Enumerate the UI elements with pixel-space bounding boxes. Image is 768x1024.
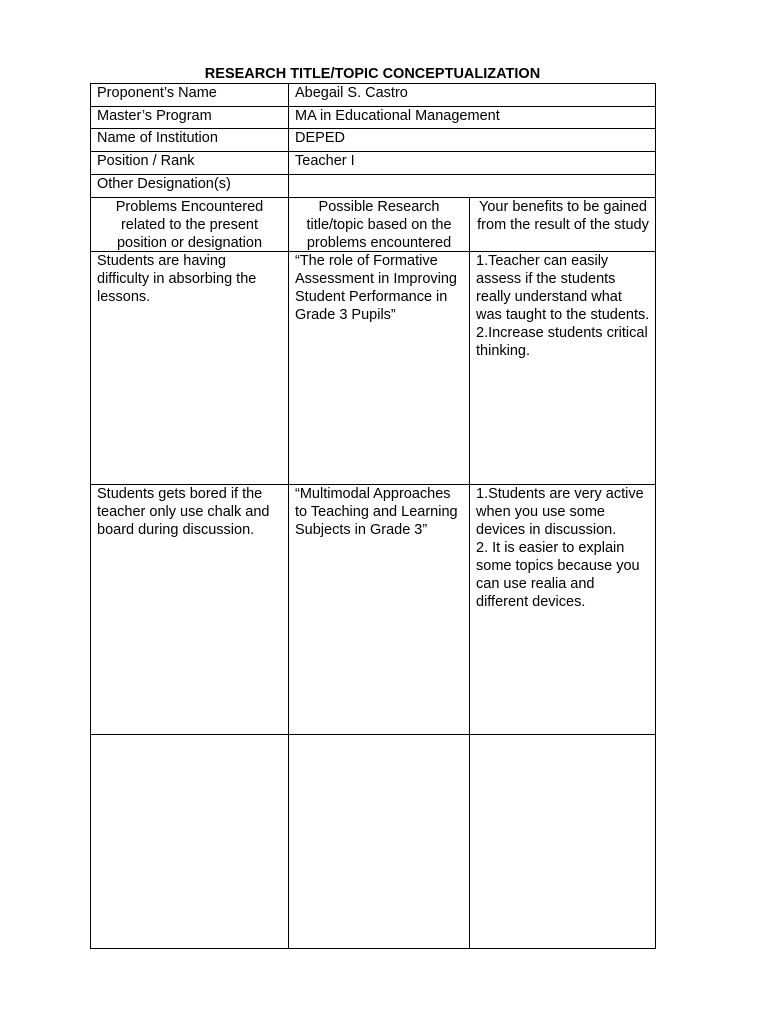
problem-cell <box>90 734 288 949</box>
info-label-institution: Name of Institution <box>90 128 288 151</box>
topic-cell: “The role of Formative Assessment in Improving Student Performance in Grade 3 Pupils” <box>288 251 469 484</box>
header-benefits: Your benefits to be gained from the result of the study <box>469 197 656 251</box>
info-value-position: Teacher I <box>288 151 656 174</box>
info-label-designation: Other Designation(s) <box>90 174 288 197</box>
topic-cell <box>288 734 469 949</box>
info-label-proponent: Proponent’s Name <box>90 83 288 106</box>
benefits-cell: 1.Teacher can easily assess if the students really understand what was taught to the students. 2.Increase students critical thinking. <box>469 251 656 484</box>
info-value-institution: DEPED <box>288 128 656 151</box>
problem-cell: Students gets bored if the teacher only use chalk and board during discussion. <box>90 484 288 734</box>
info-value-proponent: Abegail S. Castro <box>288 83 656 106</box>
header-research-topic: Possible Research title/topic based on the problems encountered <box>288 197 469 251</box>
header-problems: Problems Encountered related to the present position or designation <box>90 197 288 251</box>
info-label-position: Position / Rank <box>90 151 288 174</box>
topic-cell: “Multimodal Approaches to Teaching and Learning Subjects in Grade 3” <box>288 484 469 734</box>
info-label-program: Master’s Program <box>90 106 288 128</box>
problem-cell: Students are having difficulty in absorbing the lessons. <box>90 251 288 484</box>
document-title: RESEARCH TITLE/TOPIC CONCEPTUALIZATION <box>204 66 541 82</box>
benefits-cell: 1.Students are very active when you use some devices in discussion. 2. It is easier to explain some topics because you can use realia and different devices. <box>469 484 656 734</box>
info-value-program: MA in Educational Management <box>288 106 656 128</box>
benefits-cell <box>469 734 656 949</box>
info-value-designation <box>288 174 656 197</box>
